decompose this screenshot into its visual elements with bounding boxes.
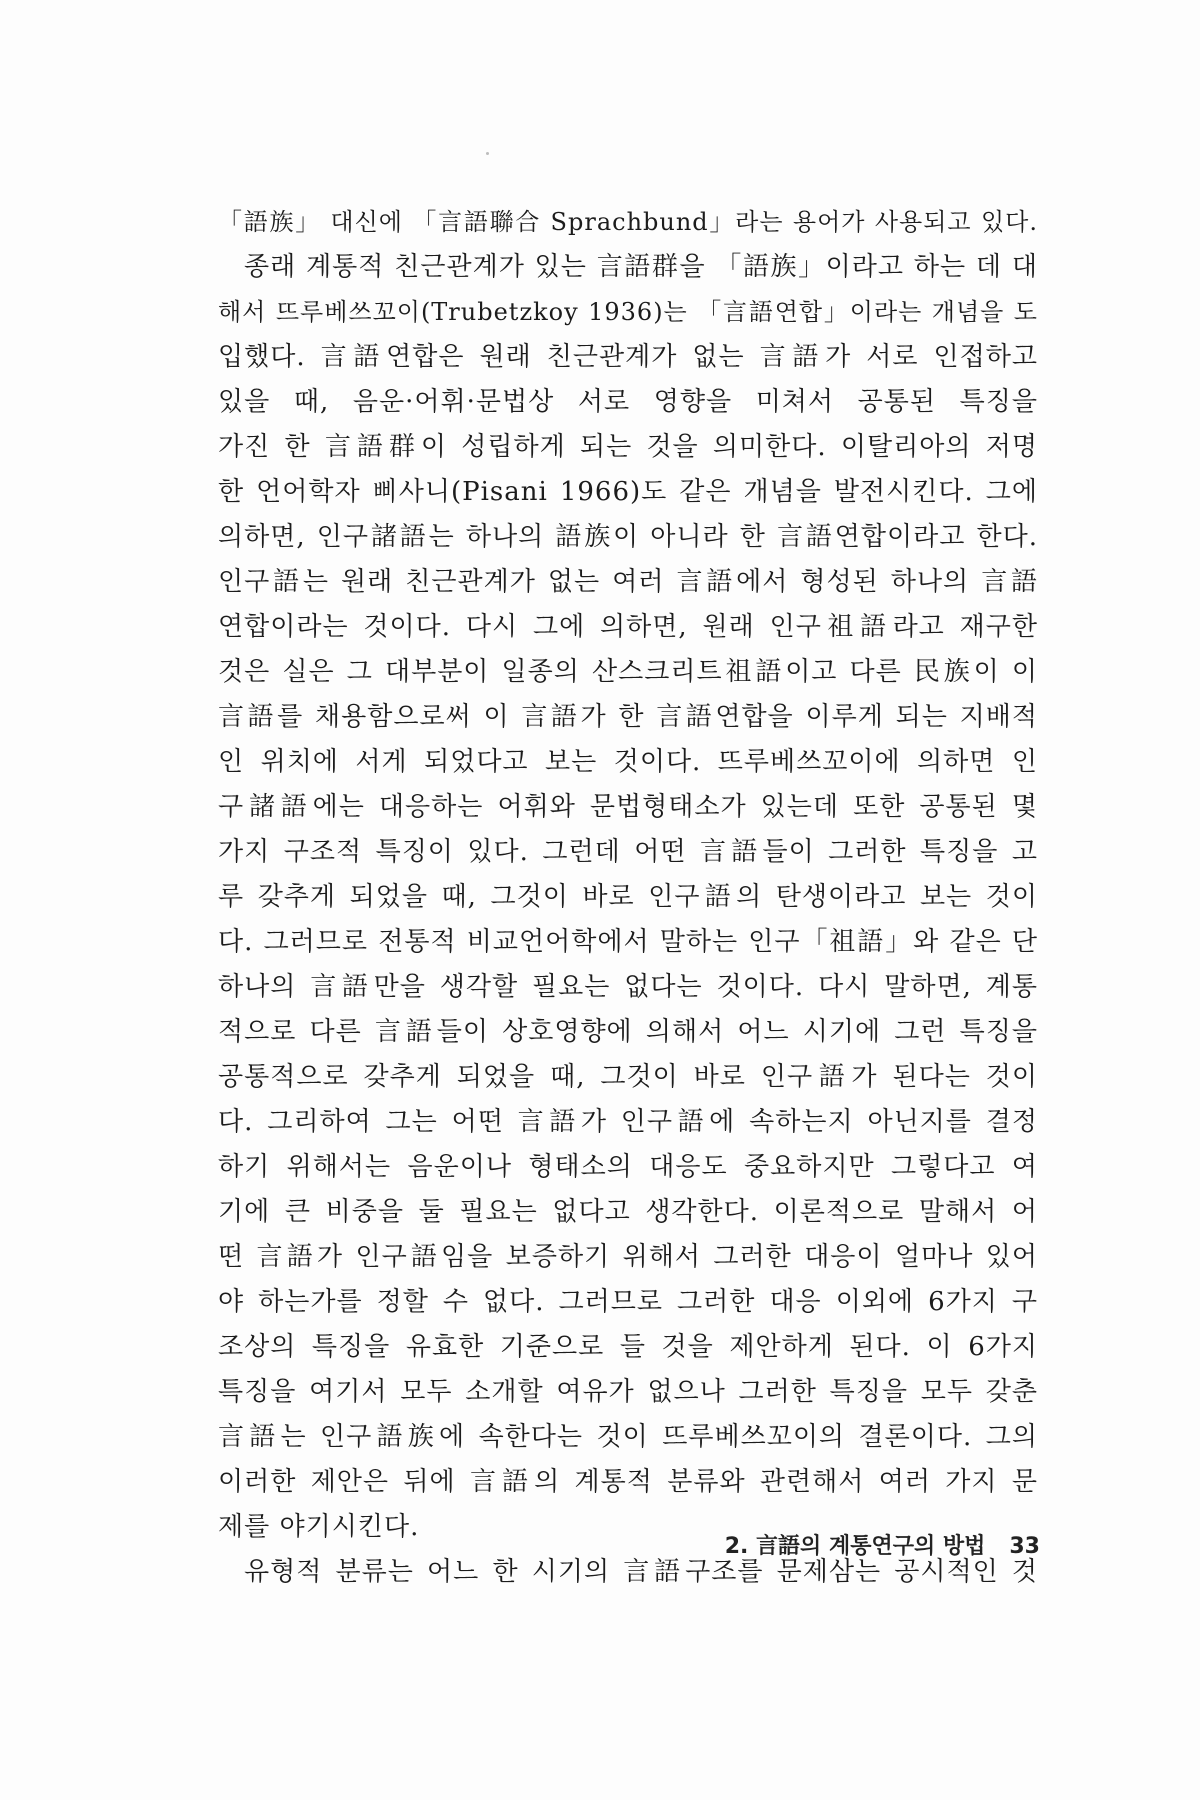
text-line: 떤 言語가 인구語임을 보증하기 위해서 그러한 대응이 얼마나 있어 [218,1242,1038,1272]
text-line: 특징을 여기서 모두 소개할 여유가 없으나 그러한 특징을 모두 갖춘 [218,1377,1038,1407]
running-footer-title: 2. 言語의 계통연구의 방법 [724,1534,986,1559]
text-line: 의하면, 인구諸語는 하나의 語族이 아니라 한 言語연합이라고 한다. [218,522,1038,552]
text-line: 「語族」 대신에 「言語聯合 Sprachbund」라는 용어가 사용되고 있다. [218,208,1038,236]
text-line: 가지 구조적 특징이 있다. 그런데 어떤 言語들이 그러한 특징을 고 [218,837,1038,867]
text-line: 하나의 言語만을 생각할 필요는 없다는 것이다. 다시 말하면, 계통 [218,972,1038,1002]
text-line: 공통적으로 갖추게 되었을 때, 그것이 바로 인구語가 된다는 것이 [218,1062,1038,1092]
text-line: 것은 실은 그 대부분이 일종의 산스크리트祖語이고 다른 民族이 이 [218,657,1038,687]
text-line: 제를 야기시킨다. [218,1512,420,1542]
text-line: 한 언어학자 삐사니(Pisani 1966)도 같은 개념을 발전시킨다. 그에 [218,477,1038,507]
text-line: 言語를 채용함으로써 이 言語가 한 言語연합을 이루게 되는 지배적 [218,702,1038,732]
text-line: 다. 그리하여 그는 어떤 言語가 인구語에 속하는지 아닌지를 결정 [218,1107,1038,1137]
page-number: 33 [1009,1534,1040,1559]
text-line: 루 갖추게 되었을 때, 그것이 바로 인구語의 탄생이라고 보는 것이 [218,882,1038,912]
text-line: 인구語는 원래 친근관계가 없는 여러 言語에서 형성된 하나의 言語 [218,567,1038,597]
text-line: 유형적 분류는 어느 한 시기의 言語구조를 문제삼는 공시적인 것 [244,1557,1038,1587]
text-line: 적으로 다른 言語들이 상호영향에 의해서 어느 시기에 그런 특징을 [218,1017,1038,1047]
text-line: 야 하는가를 정할 수 없다. 그러므로 그러한 대응 이외에 6가지 구 [218,1287,1038,1317]
text-line: 하기 위해서는 음운이나 형태소의 대응도 중요하지만 그렇다고 여 [218,1152,1038,1182]
text-line: 종래 계통적 친근관계가 있는 言語群을 「語族」이라고 하는 데 대 [244,252,1038,282]
text-line: 구諸語에는 대응하는 어휘와 문법형태소가 있는데 또한 공통된 몇 [218,792,1038,822]
body-text [218,200,1038,1595]
text-line: 이러한 제안은 뒤에 言語의 계통적 분류와 관련해서 여러 가지 문 [218,1467,1038,1497]
page-footer [620,1527,1040,1567]
text-line: 해서 뜨루베쓰꼬이(Trubetzkoy 1936)는 「言語연합」이라는 개념을 도 [218,298,1038,326]
scan-speck [486,152,489,155]
text-line: 가진 한 言語群이 성립하게 되는 것을 의미한다. 이탈리아의 저명 [218,432,1038,462]
text-line: 기에 큰 비중을 둘 필요는 없다고 생각한다. 이론적으로 말해서 어 [218,1197,1038,1227]
text-line: 연합이라는 것이다. 다시 그에 의하면, 원래 인구祖語라고 재구한 [218,612,1038,642]
text-line: 인 위치에 서게 되었다고 보는 것이다. 뜨루베쓰꼬이에 의하면 인 [218,747,1038,777]
text-line: 있을 때, 음운·어휘·문법상 서로 영향을 미쳐서 공통된 특징을 [218,387,1038,417]
text-line: 조상의 특징을 유효한 기준으로 들 것을 제안하게 된다. 이 6가지 [218,1332,1038,1362]
text-line: 다. 그러므로 전통적 비교언어학에서 말하는 인구「祖語」와 같은 단 [218,927,1038,957]
text-line: 言語는 인구語族에 속한다는 것이 뜨루베쓰꼬이의 결론이다. 그의 [218,1422,1038,1452]
text-line: 입했다. 言語연합은 원래 친근관계가 없는 言語가 서로 인접하고 [218,342,1038,372]
